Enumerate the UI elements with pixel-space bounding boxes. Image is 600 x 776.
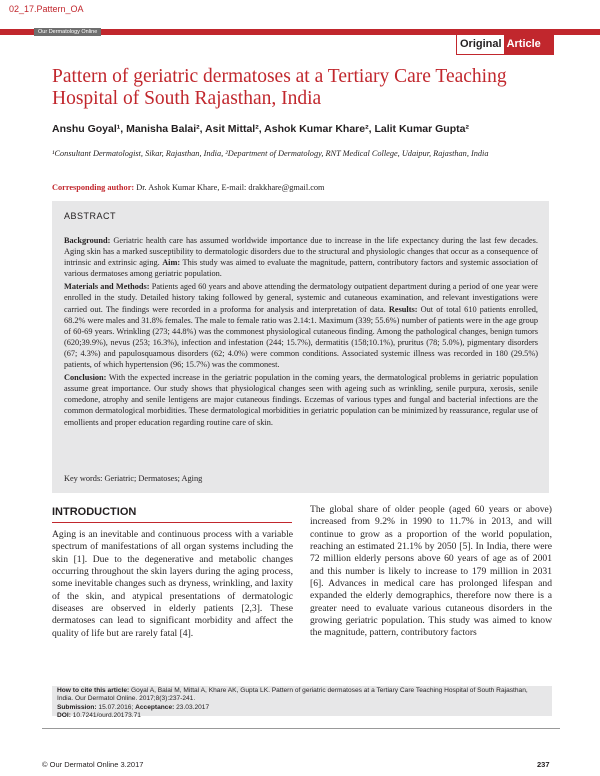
corresponding-author	[52, 183, 552, 192]
intro-left-column: Aging is an inevitable and continuous process with a variable spectrum of manifestations of all organ systems including the skin [1]. Due to the degenerative and metabolic changes occurring throughout the skin layers during the aging process, some inevitable changes such as dryness, wrinkling, and laxity of the skin, and atypical presentations of dermatologic diseases are observed in elderly patients [2,3]. These dermatoses can lead to significant morbidity and affect the quality of life but are rarely fatal [4].	[52, 529, 293, 639]
how-to-cite: How to cite this article: Goyal A, Balai M, Mittal A, Khare AK, Gupta LK. Pattern of geriatric dermatoses at a Tertiary Care Teaching Hospital of South Rajasthan, India. Our Dermatol Online. 2017;8(3):237-241.	[57, 687, 528, 703]
corresponding-label: Corresponding author:	[52, 183, 135, 192]
article-type-word1: Original	[457, 35, 504, 54]
submission-dates: Submission: 15.07.2016; Acceptance: 23.03.2017	[57, 703, 210, 711]
abstract-heading: ABSTRACT	[64, 211, 117, 221]
page-number: 237	[537, 760, 550, 769]
author-list: Anshu Goyal¹, Manisha Balai², Asit Mittal², Ashok Kumar Khare², Lalit Kumar Gupta²	[52, 123, 469, 135]
introduction-heading: INTRODUCTION	[52, 506, 137, 518]
article-type-badge	[456, 34, 554, 55]
abstract-background: Background: Geriatric health care has assumed worldwide importance due to increase in the life expectancy during the last few decades. Aging skin has a marked susceptibility to dermatologic disorders due to the structural and physiologic changes that occur as a consequence of intrinsic and extrinsic aging. Aim: This study was aimed to evaluate the magnitude, pattern, contributory factors and systemic association of various dermatoses among geriatric population.	[64, 236, 538, 279]
abstract-conclusion: Conclusion: With the expected increase in the geriatric population in the coming years, the dermatological problems in geriatric population assume great importance. Our study shows that physiological changes seen with ageing such as wrinkling, senile purpura, xerosis, senile comedone, atrophy and senile lentigens are major cutaneous findings. Eczemas of various types and fungal and bacterial infections are the common dermatological morbidities. These dermatological morbidities in geriatric population can be minimized by reassurance, regular use of emollients and proper education regarding routine care of skin.	[64, 373, 539, 427]
section-rule	[52, 522, 292, 523]
keywords: Key words: Geriatric; Dermatoses; Aging	[64, 474, 203, 483]
article-title: Pattern of geriatric dermatoses at a Tertiary Care Teaching Hospital of South Rajasthan, India	[52, 66, 507, 109]
article-type-word2: Article	[506, 38, 541, 50]
citation-info	[57, 687, 542, 721]
intro-right-column: The global share of older people (aged 60 years or above) increased from 9.2% in 1990 to 11.7% in 2013, and will continue to grow as a proportion of the world population, reaching an estimated 21.1% by 2050 [5]. In India, there were 72 million elderly persons above 60 years of age as of 2001 and this number is likely to increase to 179 million in 2031 [6]. Advances in medical care has prolonged lifespan and expanded the elderly demographics, therefore now there is a greater need to evaluate various cutaneous disorders in the growing geriatric population. This study was aimed to know the magnitude, pattern, contributory factors	[310, 504, 552, 639]
doi: DOI: 10.7241/ourd.20173.71	[57, 712, 141, 720]
footer-copyright: © Our Dermatol Online 3.2017	[42, 760, 144, 769]
corresponding-text: Dr. Ashok Kumar Khare, E-mail: drakkhare@gmail.com	[134, 183, 325, 192]
journal-tag: Our Dermatology Online	[34, 28, 101, 36]
abstract-methods: Materials and Methods: Patients aged 60 years and above attending the dermatology outpatient department during a period of one year were enrolled in the study. Detailed history taking followed by general, systemic and cutaneous examination, and relevant investigations were carried out. The findings were recorded in a proforma for analysis and interpretation of data. Results: Out of total 610 patients enrolled, 68.2% were males and 31.8% females. The male to female ratio was 2.14:1. Maximum (339; 55.6%) number of patients were in the age group of 60-69 years. Wrinkling (273; 44.8%) was the commonest physiological cutaneous finding. Among the pathological changes, benign tumors (620;39.9%), nevus (253; 16.3%), infection and infestation (244; 15.7%), dermatitis (158;10.1%), pruritus (78; 5.0%), pigmentary disorders (67; 4.3%) and papulosquamous disorders (62; 4.0%) were common conditions. Associated systemic illness was recorded in 180 (29.5%) patients, of which hypertension (96; 15.7%) was the commonest.	[64, 282, 538, 370]
footer-rule	[42, 728, 560, 729]
affiliations: ¹Consultant Dermatologist, Sikar, Rajasthan, India, ²Department of Dermatology, RNT Medical College, Udaipur, Rajasthan, India	[52, 149, 489, 158]
abstract-body	[64, 235, 538, 430]
page-code: 02_17.Pattern_OA	[9, 4, 84, 14]
